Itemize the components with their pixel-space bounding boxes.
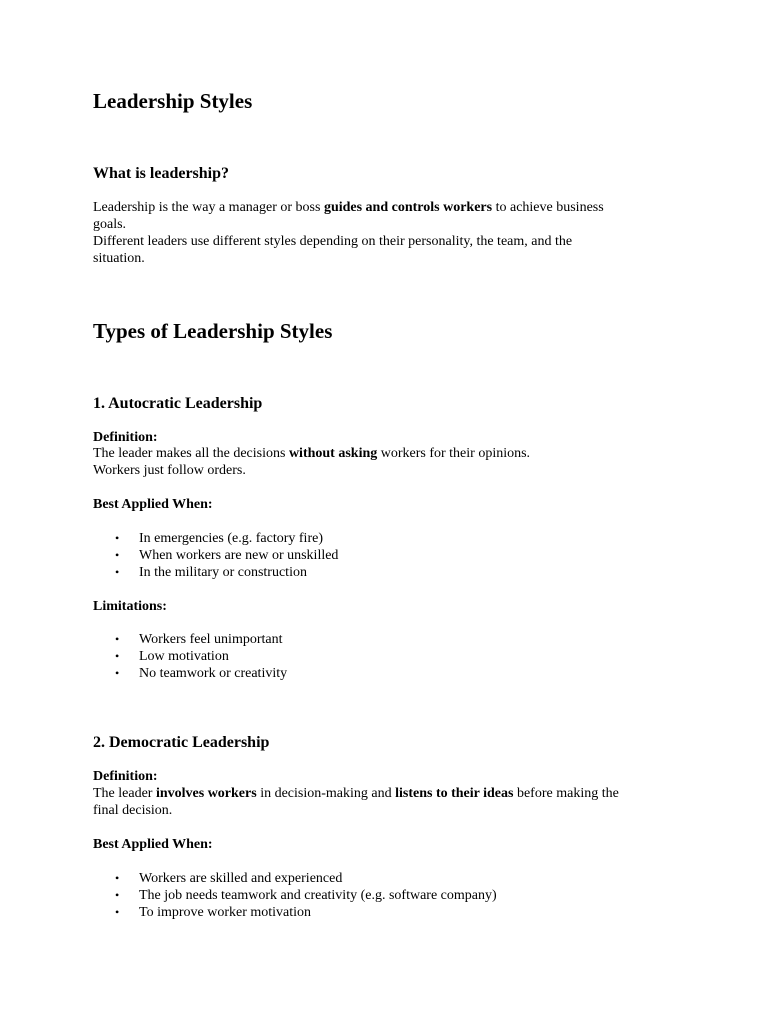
list-item [93,665,287,682]
bullet-icon: • [115,548,120,562]
intro-text: to achieve business [492,200,604,215]
democratic-definition [93,785,683,819]
intro-emphasis: guides and controls workers [323,200,493,215]
autocratic-best-list [93,530,338,581]
democratic-heading: 2. Democratic Leadership [93,734,270,751]
list-item-text: No teamwork or creativity [139,666,288,681]
list-item [93,887,497,904]
autocratic-def-line-2: Workers just follow orders. [93,463,246,478]
intro-paragraph [93,199,683,267]
intro-heading: What is leadership? [93,165,230,182]
democratic-best-label: Best Applied When: [93,837,213,852]
bullet-icon: • [115,905,120,919]
autocratic-definition [93,445,683,479]
democratic-definition-label: Definition: [93,769,158,784]
bullet-icon: • [115,888,120,902]
bullet-icon: • [115,565,120,579]
democratic-def-emphasis: listens to their ideas [395,786,514,801]
list-item-text: When workers are new or unskilled [139,548,339,563]
autocratic-limitations-list [93,631,287,682]
democratic-def-text: before making the [513,786,619,801]
bullet-icon: • [115,871,120,885]
list-item [93,648,287,665]
autocratic-best-label: Best Applied When: [93,497,213,512]
intro-line-4: situation. [93,251,145,266]
list-item-text: Workers are skilled and experienced [139,871,343,886]
list-item-text: In emergencies (e.g. factory fire) [139,531,323,546]
autocratic-def-text: The leader makes all the decisions [93,446,289,461]
list-item [93,870,497,887]
bullet-icon: • [115,531,120,545]
list-item-text: In the military or construction [139,565,307,580]
democratic-def-line-1 [93,785,683,802]
autocratic-def-text: workers for their opinions. [377,446,531,461]
democratic-def-emphasis: involves workers [155,786,257,801]
autocratic-def-emphasis: without asking [288,446,378,461]
list-item [93,631,287,648]
autocratic-def-line-1 [93,445,683,462]
list-item [93,547,338,564]
autocratic-limitations-label: Limitations: [93,599,167,614]
democratic-def-text: The leader [93,786,156,801]
list-item [93,530,338,547]
autocratic-heading: 1. Autocratic Leadership [93,395,263,412]
democratic-def-line-2: final decision. [93,803,173,818]
democratic-def-text: in decision-making and [256,786,396,801]
list-item [93,904,497,921]
bullet-icon: • [115,649,120,663]
list-item [93,564,338,581]
page-title: Leadership Styles [93,89,253,113]
autocratic-definition-label: Definition: [93,430,158,445]
bullet-icon: • [115,666,120,680]
list-item-text: To improve worker motivation [139,905,312,920]
intro-line-1 [93,199,683,216]
list-item-text: Low motivation [139,649,229,664]
list-item-text: Workers feel unimportant [139,632,283,647]
intro-line-2: goals. [93,217,127,232]
intro-line-3: Different leaders use different styles depending on their personality, the team, and the [93,234,573,249]
types-heading: Types of Leadership Styles [93,319,333,343]
democratic-best-list [93,870,497,921]
list-item-text: The job needs teamwork and creativity (e.g. software company) [139,888,497,903]
intro-text: Leadership is the way a manager or boss [93,200,324,215]
bullet-icon: • [115,632,120,646]
